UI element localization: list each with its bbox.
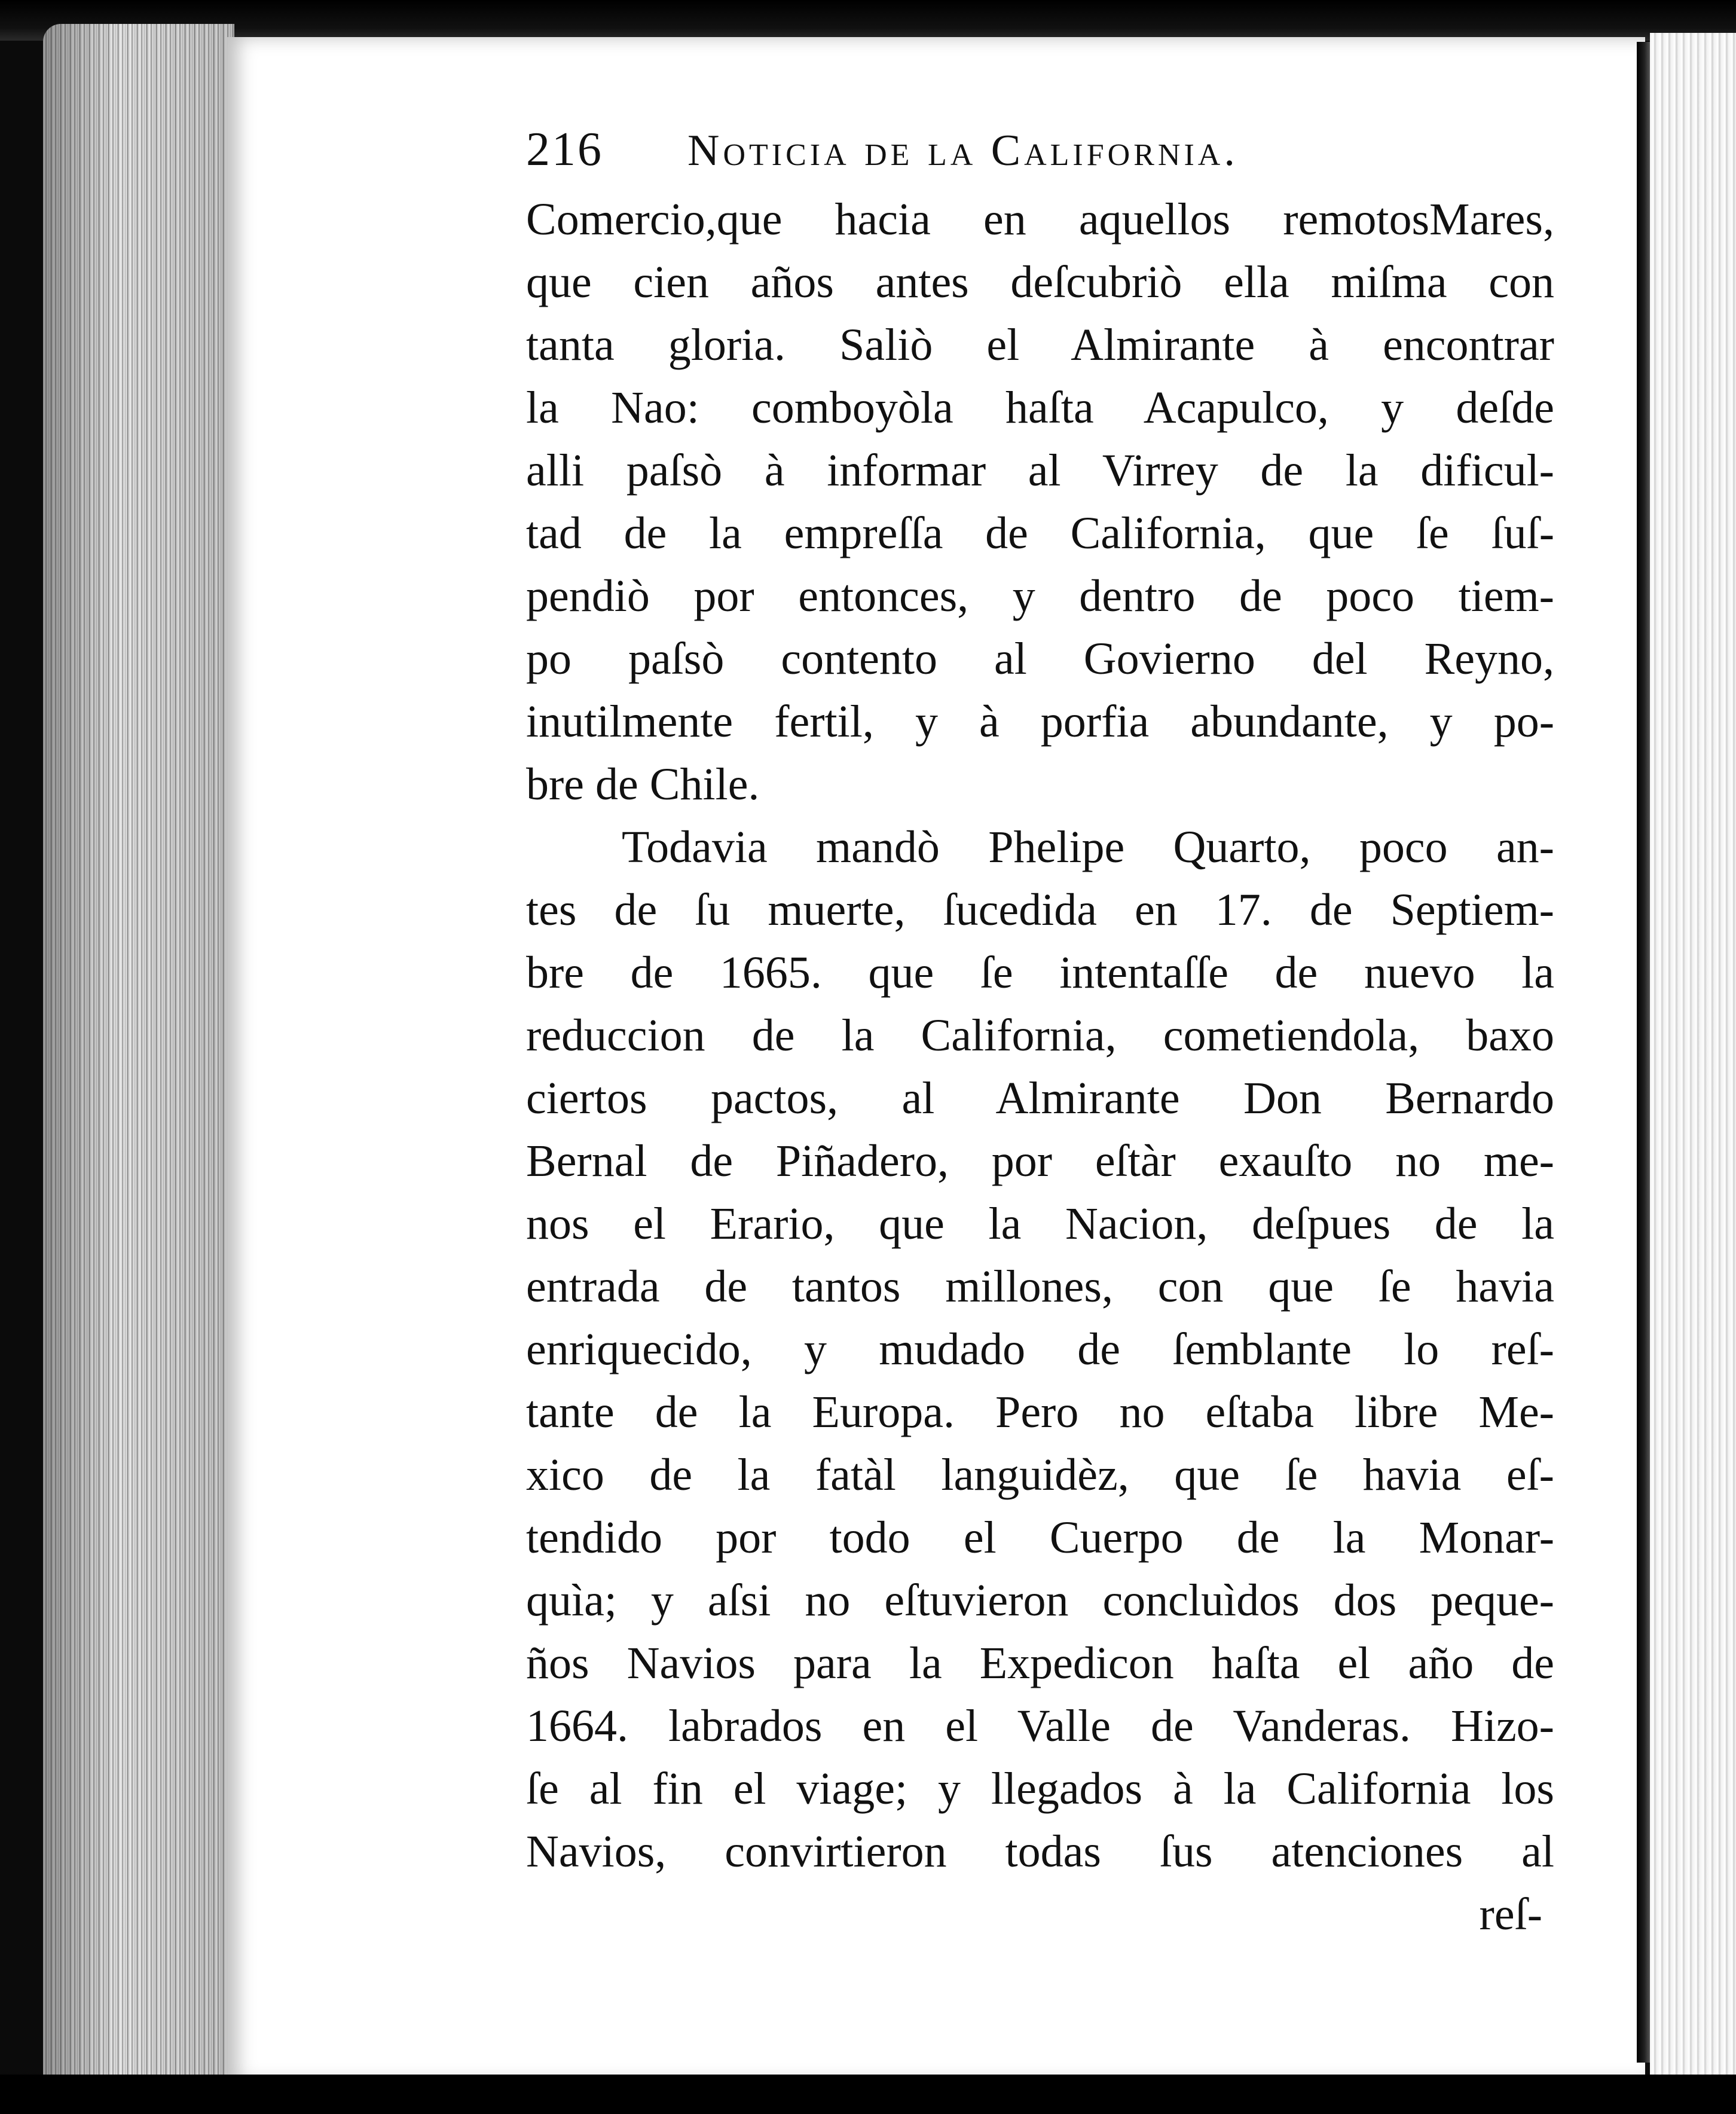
text-line: xico de la fatàl languidèz, que ſe havia eſ- — [526, 1450, 1554, 1500]
text-line-paragraph-start: Todavia mandò Phelipe Quarto, poco an- — [622, 822, 1554, 872]
text-line: reduccion de la California, cometiendola, baxo — [526, 1010, 1554, 1061]
scan-top-border — [0, 0, 1736, 41]
text-line: tad de la empreſſa de California, que ſe ſuſ- — [526, 508, 1554, 558]
text-line: ños Navios para la Expedicon haſta el año de — [526, 1638, 1554, 1688]
text-line: quìa; y aſsi no eſtuvieron concluìdos dos peque- — [526, 1575, 1554, 1626]
page-number: 216 — [526, 123, 603, 176]
text-line: inutilmente fertil, y à porfia abundante, y po- — [526, 696, 1554, 747]
running-title: Noticia de la California. — [687, 126, 1239, 175]
page-text-block — [526, 123, 1554, 1946]
scan-bottom-border — [0, 2075, 1736, 2114]
facing-page-edge — [1650, 33, 1736, 2114]
book-edge-shadow — [43, 24, 234, 2098]
text-line: nos el Erario, que la Nacion, deſpues de la — [526, 1199, 1554, 1249]
text-line: tes de ſu muerte, ſucedida en 17. de Septiem- — [526, 885, 1554, 935]
text-line: pendiò por entonces, y dentro de poco tiem- — [526, 571, 1554, 621]
text-line: ciertos pactos, al Almirante Don Bernardo — [526, 1073, 1554, 1123]
text-line: la Nao: comboyòla haſta Acapulco, y deſde — [526, 383, 1554, 433]
text-line: po paſsò contento al Govierno del Reyno, — [526, 634, 1554, 684]
text-line: tendido por todo el Cuerpo de la Monar- — [526, 1513, 1554, 1563]
text-line: bre de Chile. — [526, 759, 760, 809]
text-line: bre de 1665. que ſe intentaſſe de nuevo la — [526, 948, 1554, 998]
text-line: entrada de tantos millones, con que ſe havia — [526, 1261, 1554, 1312]
text-line: ſe al fin el viage; y llegados à la California los — [526, 1764, 1554, 1814]
text-line: Bernal de Piñadero, por eſtàr exauſto no me- — [526, 1136, 1554, 1186]
running-head — [526, 123, 1554, 188]
text-line: tanta gloria. Saliò el Almirante à encontrar — [526, 320, 1554, 370]
book-gutter — [1637, 42, 1650, 2063]
text-line: tante de la Europa. Pero no eſtaba libre Me- — [526, 1387, 1554, 1437]
catchword: reſ- — [1479, 1889, 1542, 1939]
text-line: que cien años antes deſcubriò ella miſma con — [526, 257, 1554, 307]
text-line: enriquecido, y mudado de ſemblante lo reſ- — [526, 1324, 1554, 1374]
text-line: 1664. labrados en el Valle de Vanderas. Hizo- — [526, 1701, 1554, 1751]
text-line: alli paſsò à informar al Virrey de la dificul- — [526, 445, 1554, 496]
text-line: Navios, convirtieron todas ſus atenciones al — [526, 1826, 1554, 1877]
text-line: Comercio,que hacia en aquellos remotosMares, — [526, 194, 1554, 245]
